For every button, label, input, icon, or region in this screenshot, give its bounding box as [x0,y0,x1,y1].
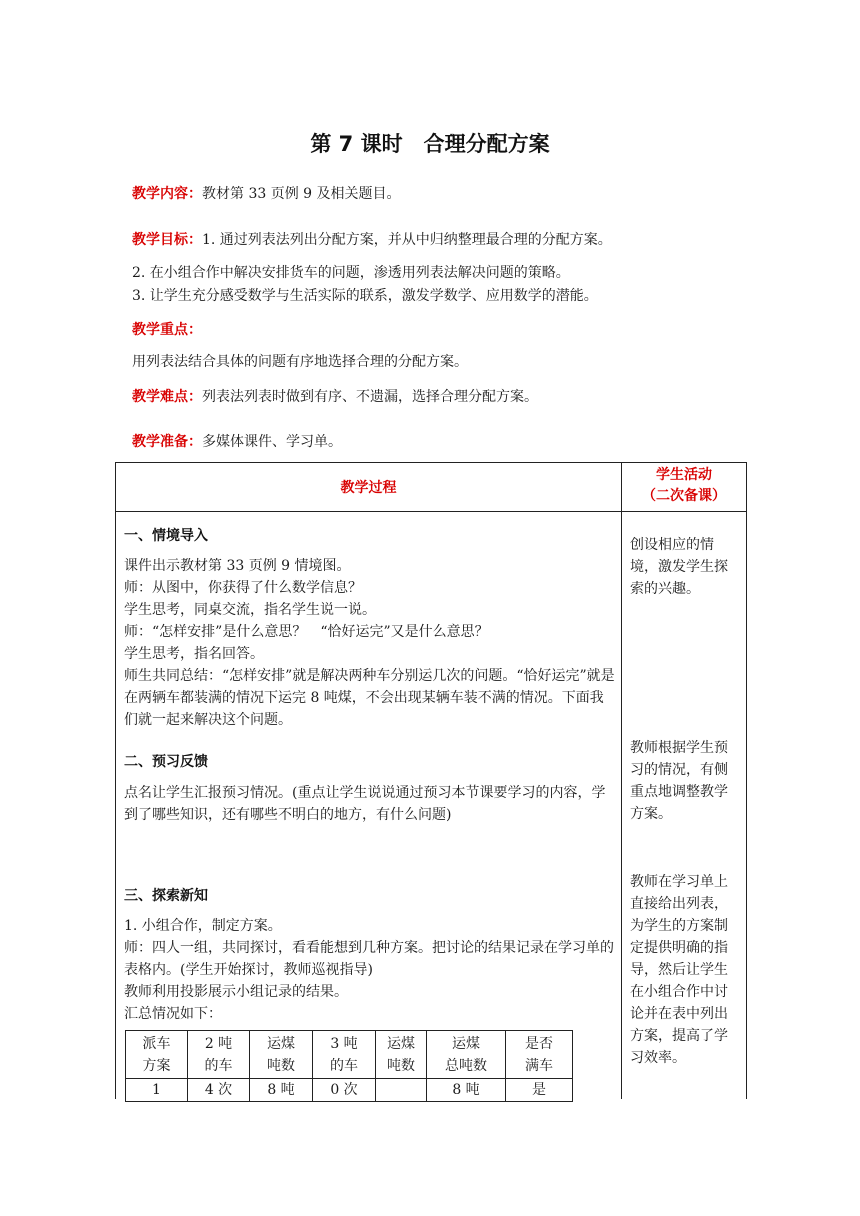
prep-label: 教学准备： [132,434,202,450]
header-divider [116,511,746,512]
plan-table-header-row [126,1031,573,1079]
plan-table-cell: 8 吨 [250,1079,313,1102]
column-divider [621,463,622,1099]
content-text: 教材第 33 页例 9 及相关题目。 [202,186,401,202]
section-1-note: 创设相应的情境，激发学生探索的兴趣。 [630,537,728,597]
plan-table-header-cell: 运煤 吨数 [376,1031,427,1079]
section-1-title: 一、情境导入 [124,528,208,544]
goals-label: 教学目标： [132,232,202,248]
lesson-process-table [115,462,747,1099]
activity-header-line-1: 学生活动 [656,467,712,483]
section-3-line: 1. 小组合作，制定方案。 [124,918,282,934]
plan-table-cell: 1 [126,1079,188,1102]
key-label: 教学重点： [132,322,202,338]
plan-table-cell [376,1079,427,1102]
plan-table-row [126,1079,573,1102]
goal-2: 2. 在小组合作中解决安排货车的问题，渗透用列表法解决问题的策略。 [132,265,570,281]
content-label: 教学内容： [132,186,202,202]
plan-table [125,1030,573,1102]
section-3-title: 三、探索新知 [124,888,208,904]
content-line [132,184,401,204]
difficulty-label: 教学难点： [132,389,202,405]
activity-header-line-2: （二次备课） [642,488,726,504]
section-1-line: 课件出示教材第 33 页例 9 情境图。 [124,558,351,574]
section-1-line: 师：从图中，你获得了什么数学信息？ [124,580,362,596]
difficulty-text: 列表法列表时做到有序、不遗漏，选择合理分配方案。 [202,389,538,405]
key-line [132,320,202,340]
goals-line [132,230,612,250]
plan-table-header-cell: 是否 满车 [506,1031,573,1079]
plan-table-header-cell: 3 吨 的车 [313,1031,376,1079]
prep-line [132,432,342,452]
section-2-title: 二、预习反馈 [124,754,208,770]
section-3-line: 汇总情况如下： [124,1006,222,1022]
section-1-body [124,555,616,731]
difficulty-line [132,387,538,407]
prep-text: 多媒体课件、学习单。 [202,434,342,450]
section-1-line: 师：“怎样安排”是什么意思？ “恰好运完”又是什么意思？ [124,624,489,640]
activity-header [622,465,746,507]
plan-table-header-cell: 派车 方案 [126,1031,188,1079]
section-2-text: 点名让学生汇报预习情况。(重点让学生说说通过预习本节课要学习的内容，学到了哪些知识，还有哪些不明白的地方，有什么问题) [124,785,606,823]
section-1-line: 师生共同总结：“怎样安排”就是解决两种车分别运几次的问题。“恰好运完”就是在两辆车都装满的情况下运完 8 吨煤，不会出现某辆车装不满的情况。下面我们就一起来解决这个问题。 [124,668,615,728]
section-2-note: 教师根据学生预习的情况，有侧重点地调整教学方案。 [630,740,728,822]
plan-table-header-cell: 运煤 总吨数 [427,1031,506,1079]
page-title: 第 7 课时 合理分配方案 [310,132,550,156]
section-1-line: 学生思考，同桌交流，指名学生说一说。 [124,602,376,618]
plan-table-cell: 8 吨 [427,1079,506,1102]
section-3-body [124,915,616,1025]
process-header: 教学过程 [340,480,397,496]
plan-table-header-cell: 运煤 吨数 [250,1031,313,1079]
goal-1: 1. 通过列表法列出分配方案，并从中归纳整理最合理的分配方案。 [202,232,612,248]
section-1-line: 学生思考，指名回答。 [124,646,264,662]
key-text: 用列表法结合具体的问题有序地选择合理的分配方案。 [132,354,468,370]
goal-3: 3. 让学生充分感受数学与生活实际的联系，激发学数学、应用数学的潜能。 [132,288,598,304]
section-3-line: 教师利用投影展示小组记录的结果。 [124,984,348,1000]
section-3-note: 教师在学习单上直接给出列表，为学生的方案制定提供明确的指导，然后让学生在小组合作中讨论并在表中列出方案，提高了学习效率。 [630,874,728,1066]
plan-table-cell: 4 次 [188,1079,250,1102]
plan-table-cell: 0 次 [313,1079,376,1102]
plan-table-cell: 是 [506,1079,573,1102]
section-3-line: 师：四人一组，共同探讨，看看能想到几种方案。把讨论的结果记录在学习单的表格内。(学生开始探讨，教师巡视指导) [124,940,614,978]
plan-table-header-cell: 2 吨 的车 [188,1031,250,1079]
